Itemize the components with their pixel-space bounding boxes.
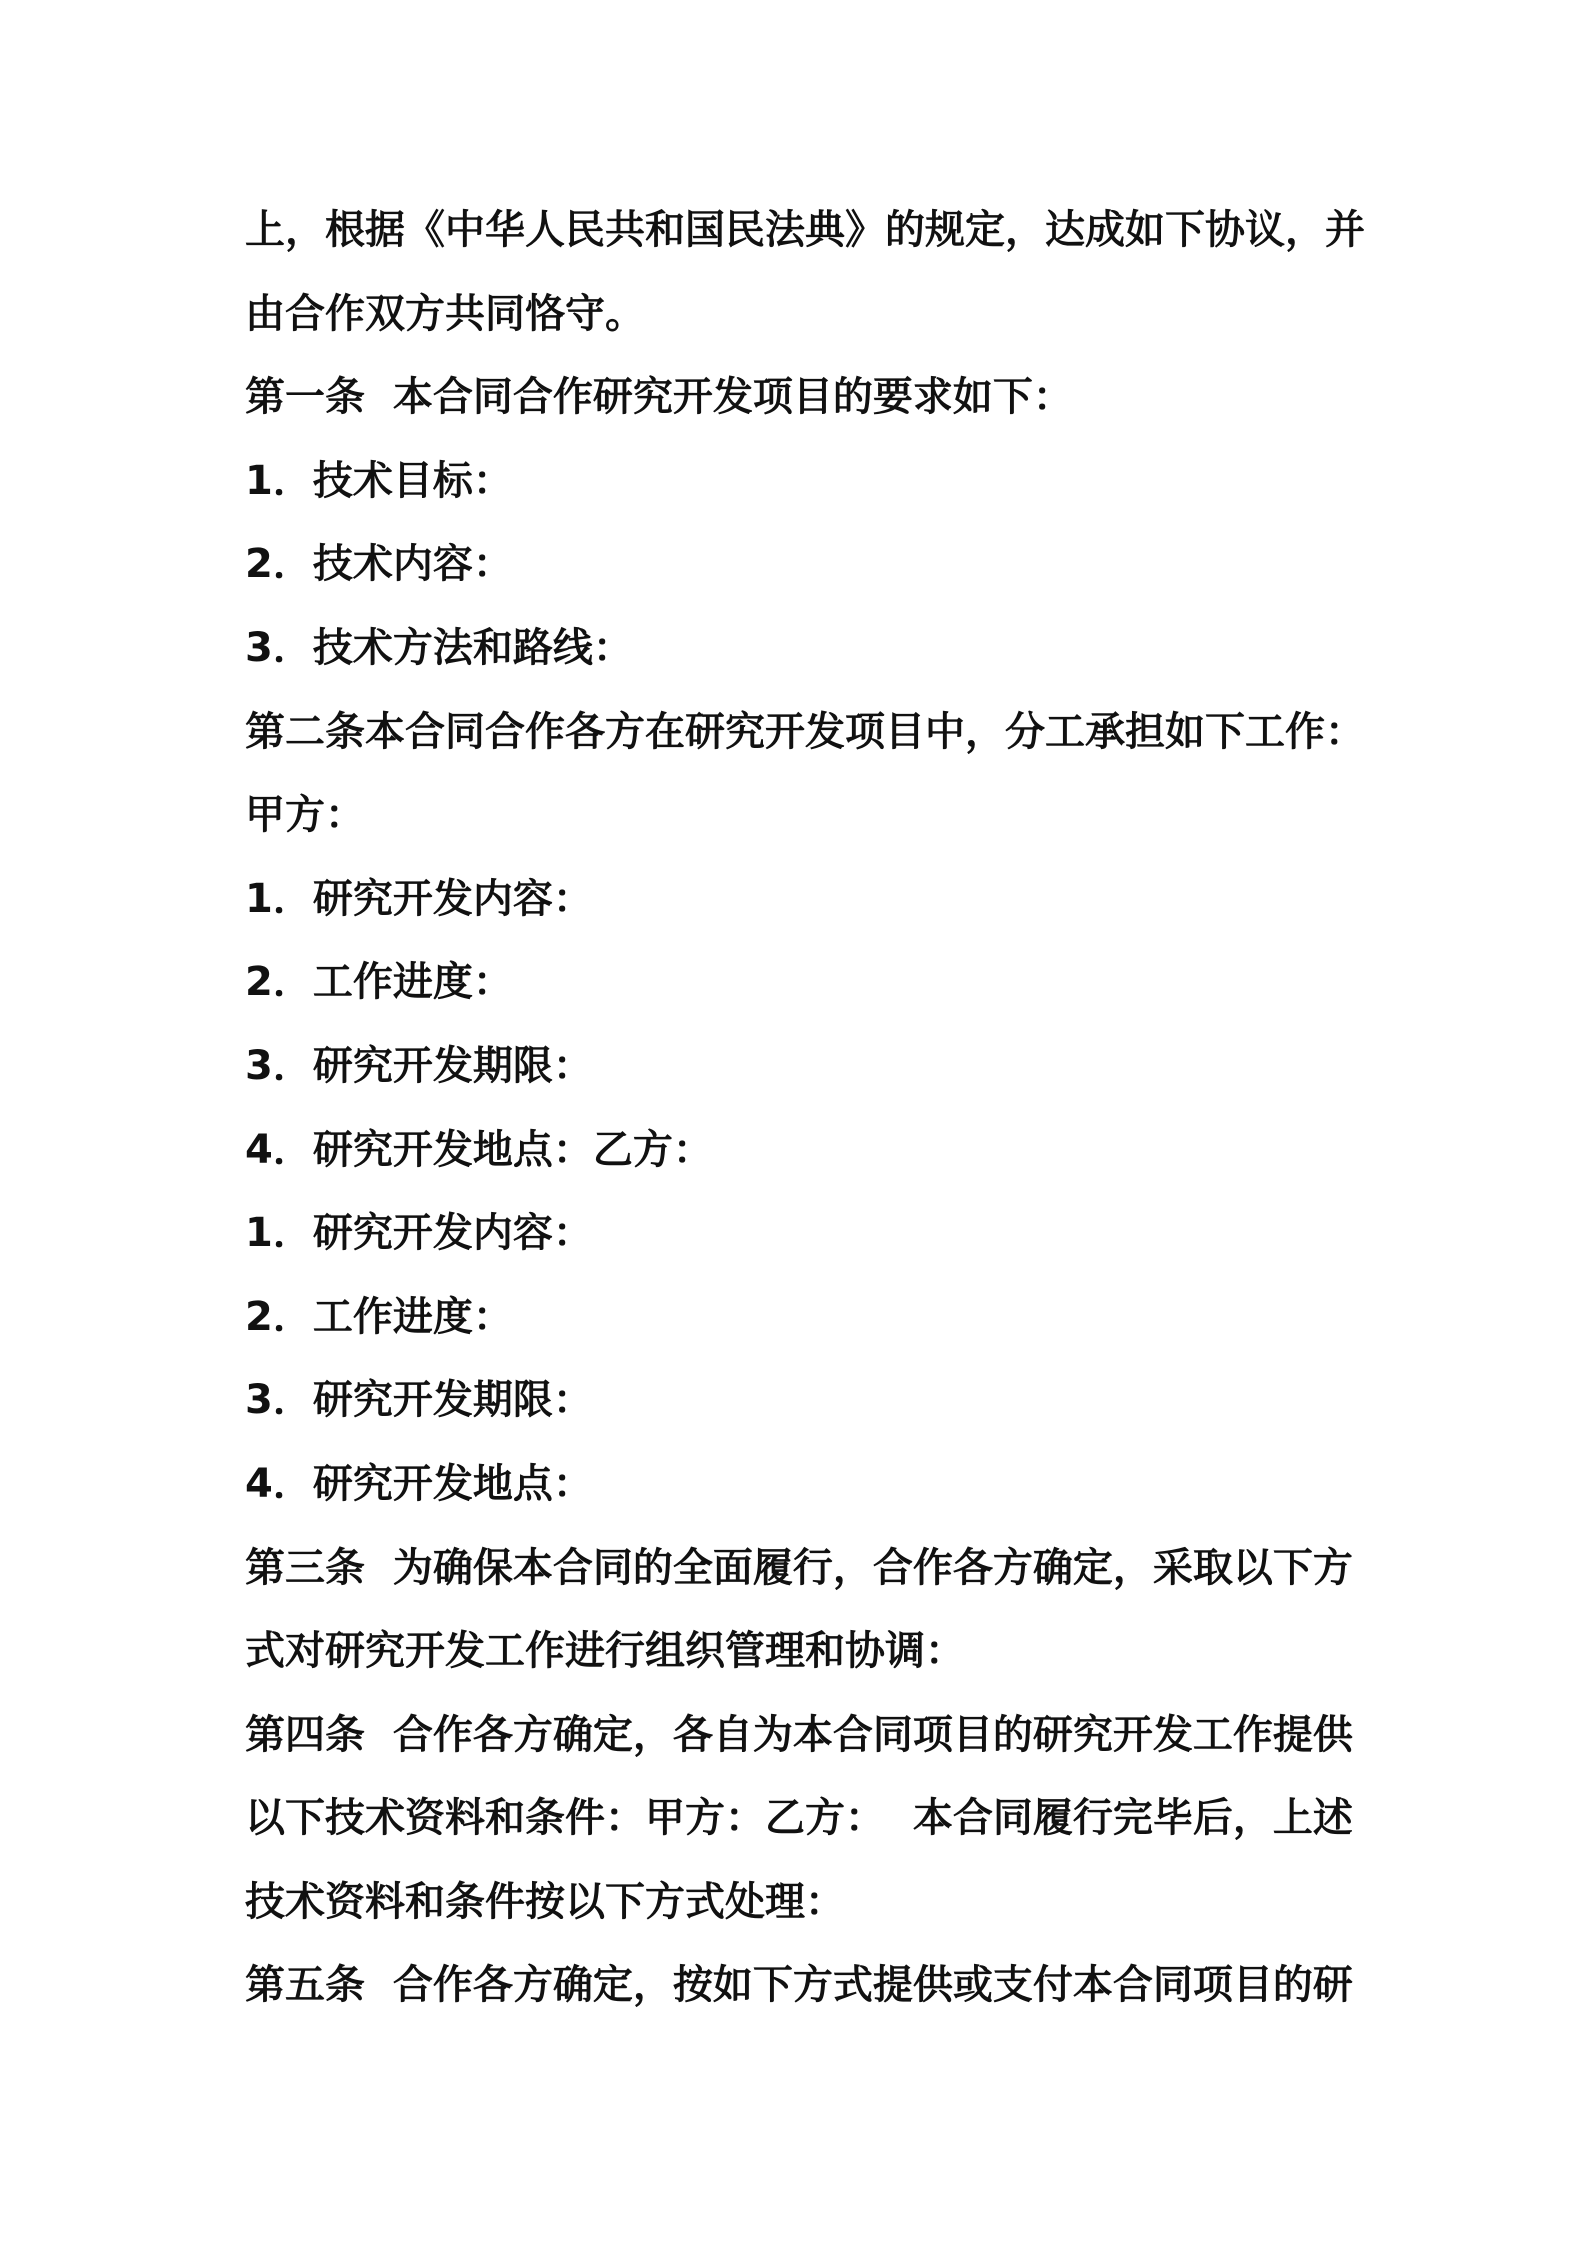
article-1-item-1: 1．技术目标： — [245, 457, 513, 504]
article-3-continuation: 式对研究开发工作进行组织管理和协调： — [245, 1628, 965, 1675]
article-4-continuation: 以下技术资料和条件：甲方：乙方： 本合同履行完毕后，上述 — [245, 1795, 1353, 1842]
article-4-heading: 第四条 合作各方确定，各自为本合同项目的研究开发工作提供 — [245, 1711, 1353, 1758]
article-2-heading: 第二条本合同合作各方在研究开发项目中，分工承担如下工作： — [245, 708, 1365, 755]
article-1-item-3: 3．技术方法和路线： — [245, 624, 633, 671]
article-3-heading: 第三条 为确保本合同的全面履行，合作各方确定，采取以下方 — [245, 1544, 1353, 1591]
party-b-item-1: 1．研究开发内容： — [245, 1210, 593, 1257]
contract-body-text — [245, 189, 1445, 2028]
party-b-item-4: 4．研究开发地点： — [245, 1460, 593, 1507]
text-line-intro-end: 由合作双方共同恪守。 — [245, 290, 645, 337]
article-1-item-2: 2．技术内容： — [245, 541, 513, 588]
party-b-item-3: 3．研究开发期限： — [245, 1377, 593, 1424]
party-a-item-2: 2．工作进度： — [245, 959, 513, 1006]
article-4-end: 技术资料和条件按以下方式处理： — [245, 1878, 845, 1925]
text-line-intro-continuation: 上，根据《中华人民共和国民法典》的规定，达成如下协议，并 — [245, 207, 1365, 253]
article-5-heading: 第五条 合作各方确定，按如下方式提供或支付本合同项目的研 — [245, 1962, 1353, 2009]
party-a-label: 甲方： — [245, 792, 365, 839]
article-1-heading: 第一条 本合同合作研究开发项目的要求如下： — [245, 374, 1073, 421]
party-a-item-1: 1．研究开发内容： — [245, 875, 593, 922]
party-a-item-3: 3．研究开发期限： — [245, 1042, 593, 1089]
party-b-item-2: 2．工作进度： — [245, 1293, 513, 1340]
party-a-item-4: 4．研究开发地点：乙方： — [245, 1126, 713, 1173]
